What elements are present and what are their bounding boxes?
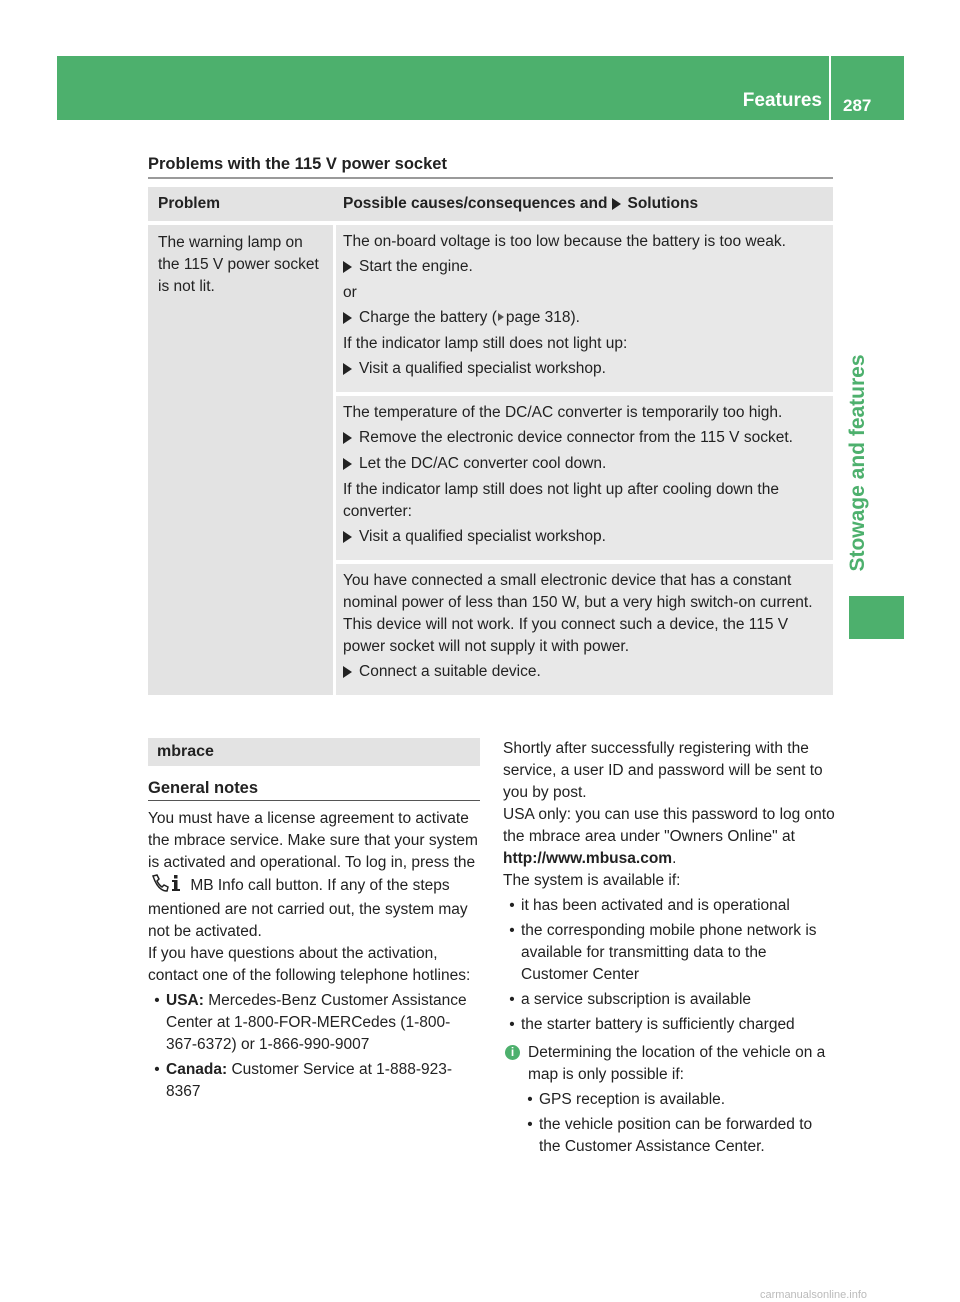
mbrace-heading: mbrace xyxy=(157,743,214,760)
list-item xyxy=(148,990,480,1056)
registration-paragraph: Shortly after successfully registering with the service, a user ID and password will be sent to you by post. xyxy=(503,740,823,801)
right-column xyxy=(503,738,835,1158)
solution-text: Remove the electronic device connector from the 115 V socket. xyxy=(359,429,793,446)
header-title: Features xyxy=(742,90,822,111)
usa-text: Mercedes-Benz Customer Assistance Center at 1-800-FOR-MERCedes (1-800-367-6372) or 1-866-990-9007 xyxy=(166,992,467,1053)
table-body xyxy=(148,225,833,695)
info-list xyxy=(521,1089,835,1158)
column-header-causes-text: Possible causes/consequences and xyxy=(343,195,608,212)
list-item-text: GPS reception is available. xyxy=(539,1091,726,1108)
watermark: carmanualsonline.info xyxy=(760,1289,868,1301)
hotlines-paragraph: If you have questions about the activation, contact one of the following telephone hotlines: xyxy=(148,945,471,984)
solution-text: Visit a qualified specialist workshop. xyxy=(359,528,606,545)
action-arrow-icon xyxy=(343,666,352,678)
cause-block-battery xyxy=(336,225,833,392)
mb-info-call-button-icon xyxy=(150,874,184,899)
list-item-text xyxy=(166,1059,480,1103)
solution-text: Visit a qualified specialist workshop. xyxy=(359,360,606,377)
bullet-dot: • xyxy=(509,897,515,914)
solution-step xyxy=(343,307,829,329)
hotline-list xyxy=(148,990,480,1103)
header-divider xyxy=(829,56,831,120)
list-item-text: a service subscription is available xyxy=(521,991,752,1008)
column-header-solutions xyxy=(333,187,698,221)
info-icon: i xyxy=(505,1045,520,1060)
mbusa-link[interactable]: http://www.mbusa.com xyxy=(503,850,673,867)
list-item xyxy=(503,895,835,917)
causes-column xyxy=(336,225,833,695)
list-item-text xyxy=(166,990,480,1056)
action-arrow-icon xyxy=(612,198,621,210)
bullet-dot: • xyxy=(509,1016,515,1033)
action-arrow-icon xyxy=(343,432,352,444)
general-notes-heading: General notes xyxy=(148,779,259,797)
column-header-problem: Problem xyxy=(158,195,221,212)
list-item-text: it has been activated and is operational xyxy=(521,897,790,914)
section-rule xyxy=(148,177,833,179)
solution-step xyxy=(343,526,829,548)
list-item xyxy=(503,989,835,1011)
action-arrow-icon xyxy=(343,458,352,470)
availability-paragraph: The system is available if: xyxy=(503,872,681,889)
mbrace-heading-band xyxy=(148,738,480,766)
list-item-text: the starter battery is sufficiently charged xyxy=(521,1016,795,1033)
side-tab xyxy=(843,338,873,588)
info-note xyxy=(503,1042,835,1086)
cause-text: The temperature of the DC/AC converter is temporarily too high. xyxy=(343,404,783,421)
list-item xyxy=(503,920,835,986)
bullet-dot: • xyxy=(154,1061,160,1078)
password-text-end: . xyxy=(672,850,677,867)
page-reference-icon xyxy=(498,313,504,321)
action-arrow-icon xyxy=(343,312,352,324)
list-item-text: the corresponding mobile phone network is available for transmitting data to the Customer Center xyxy=(521,922,817,983)
solution-step xyxy=(343,661,829,683)
page-reference-link[interactable]: page 318). xyxy=(505,309,580,326)
solution-text: Connect a suitable device. xyxy=(359,663,541,680)
table-header xyxy=(148,187,833,221)
side-tab-block xyxy=(849,596,904,639)
problems-table xyxy=(148,187,833,695)
problem-cell xyxy=(148,225,333,695)
cause-text: The on-board voltage is too low because the battery is too weak. xyxy=(343,233,786,250)
list-item xyxy=(521,1114,835,1158)
solution-step xyxy=(343,256,829,278)
followup-text: If the indicator lamp still does not light up: xyxy=(343,335,628,352)
general-notes-rule xyxy=(148,800,480,801)
side-tab-label: Stowage and features xyxy=(846,354,869,572)
license-text-continued: MB Info call button. If any of the steps mentioned are not carried out, the system may not be activated. xyxy=(148,877,468,940)
list-item xyxy=(148,1059,480,1103)
action-arrow-icon xyxy=(343,261,352,273)
solution-text xyxy=(359,307,580,329)
license-text: You must have a license agreement to activate the mbrace service. Make sure that your system is activated and operational. To log in, press the xyxy=(148,810,478,871)
followup-text: If the indicator lamp still does not light up after cooling down the converter: xyxy=(343,481,779,520)
availability-list xyxy=(503,895,835,1036)
bullet-dot: • xyxy=(527,1091,533,1108)
canada-text: Customer Service at 1-888-923-8367 xyxy=(166,1061,453,1100)
solution-text: Start the engine. xyxy=(359,258,473,275)
bullet-dot: • xyxy=(509,922,515,939)
usa-label: USA: xyxy=(166,992,204,1009)
page-number: 287 xyxy=(843,96,872,115)
cause-block-temperature xyxy=(336,396,833,560)
solution-text-part: Charge the battery ( xyxy=(359,309,497,326)
solution-text: Let the DC/AC converter cool down. xyxy=(359,455,607,472)
cause-text: You have connected a small electronic device that has a constant nominal power of less than 150 W, but a very high switch-on current. This device will not work. If you connect such a device, the 115 V power socket will not supply it with power. xyxy=(343,572,813,655)
password-paragraph xyxy=(503,804,835,870)
solution-step xyxy=(343,427,829,449)
action-arrow-icon xyxy=(343,363,352,375)
bullet-dot: • xyxy=(527,1116,533,1133)
section-title: Problems with the 115 V power socket xyxy=(148,155,447,173)
bullet-dot: • xyxy=(509,991,515,1008)
cause-block-device xyxy=(336,564,833,695)
left-column xyxy=(148,808,480,1103)
info-text: Determining the location of the vehicle on a map is only possible if: xyxy=(528,1044,826,1083)
bullet-dot: • xyxy=(154,992,160,1009)
password-text: USA only: you can use this password to log onto the mbrace area under "Owners Online" at xyxy=(503,806,835,845)
license-paragraph xyxy=(148,808,480,943)
list-item xyxy=(503,1014,835,1036)
or-text: or xyxy=(343,284,357,301)
list-item xyxy=(521,1089,835,1111)
column-header-solutions-text: Solutions xyxy=(627,195,699,212)
solution-step xyxy=(343,453,829,475)
problem-text: The warning lamp on the 115 V power socket is not lit. xyxy=(158,234,319,295)
solution-step xyxy=(343,358,829,380)
action-arrow-icon xyxy=(343,531,352,543)
canada-label: Canada: xyxy=(166,1061,228,1078)
list-item-text: the vehicle position can be forwarded to the Customer Assistance Center. xyxy=(539,1116,813,1155)
